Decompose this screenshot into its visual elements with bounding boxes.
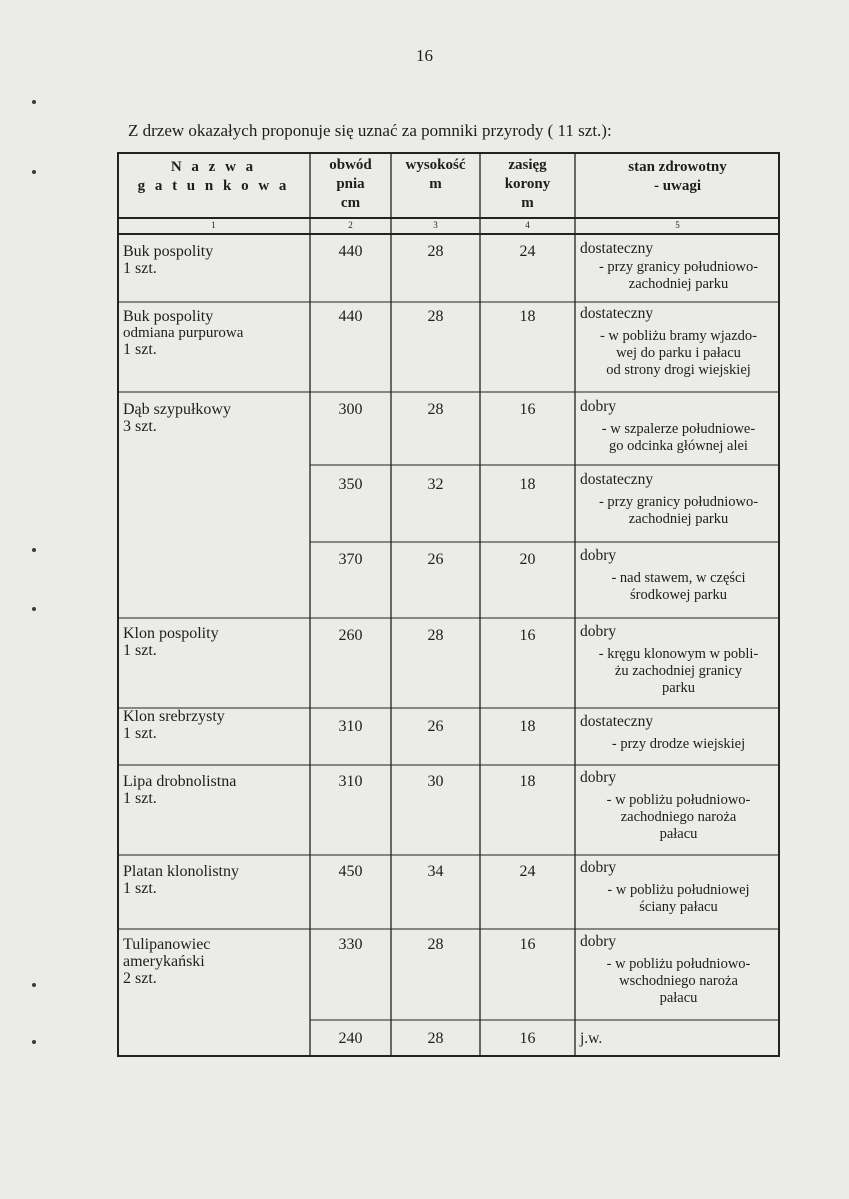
zasieg-value: 16 (519, 401, 536, 418)
header-name-line2: g a t u n k o w a (137, 177, 290, 194)
status-cell (580, 306, 777, 378)
obwod-value: 350 (338, 476, 363, 493)
punch-hole-mark (32, 983, 36, 987)
species-name: Dąb szypułkowy 3 szt. (123, 401, 231, 435)
punch-hole-mark (32, 1040, 36, 1044)
location-note: - w pobliżu bramy wjazdo- wej do parku i pałacu od strony drogi wiejskiej (599, 328, 758, 378)
wysokosc-value: 26 (427, 551, 444, 568)
species-name: Lipa drobnolistna 1 szt. (123, 773, 237, 807)
health-status: dobry (580, 933, 617, 950)
column-number: 1 (211, 220, 216, 230)
status-cell (580, 770, 777, 842)
header-obwod (310, 156, 391, 212)
wysokosc-value: 28 (427, 936, 444, 953)
zasieg-value: 24 (519, 863, 536, 880)
header-stan (575, 158, 780, 196)
header-obwod-line3: cm (340, 194, 361, 211)
header-stan-line2: - uwagi (653, 177, 702, 194)
location-note: - przy granicy południowo- zachodniej parku (598, 494, 759, 527)
status-cell (580, 714, 777, 753)
zasieg-value: 18 (519, 476, 536, 493)
wysokosc-value: 28 (427, 401, 444, 418)
health-status: dobry (580, 623, 617, 640)
zasieg-value: 16 (519, 936, 536, 953)
header-wysokosc-line1: wysokość (405, 157, 466, 173)
status-cell (580, 241, 777, 293)
header-zasieg-line3: m (521, 194, 534, 211)
obwod-value: 310 (338, 718, 363, 735)
header-obwod-line2: pnia (336, 175, 365, 192)
header-obwod-line1: obwód (329, 157, 372, 173)
status-cell (580, 934, 777, 1006)
zasieg-value: 18 (519, 718, 536, 735)
column-number: 5 (675, 220, 680, 230)
health-status: dobry (580, 859, 617, 876)
status-cell (580, 624, 777, 696)
obwod-value: 260 (338, 627, 363, 644)
species-name: Klon srebrzysty 1 szt. (123, 708, 225, 742)
species-name: Tulipanowiec amerykański 2 szt. (123, 936, 211, 987)
obwod-value: 440 (338, 243, 363, 260)
species-name: Klon pospolity 1 szt. (123, 625, 219, 659)
obwod-value: 370 (338, 551, 363, 568)
status-cell (580, 399, 777, 455)
wysokosc-value: 32 (427, 476, 444, 493)
column-number: 4 (525, 220, 530, 230)
header-name (117, 158, 310, 196)
location-note: - w szpalerze południowe- go odcinka głównej alei (601, 421, 756, 454)
zasieg-value: 24 (519, 243, 536, 260)
obwod-value: 440 (338, 308, 363, 325)
health-status: dostateczny (580, 471, 654, 488)
status-cell (580, 1031, 777, 1047)
header-wysokosc-line2: m (429, 175, 442, 192)
trees-table (117, 152, 780, 1057)
header-zasieg (480, 156, 575, 212)
header-wysokosc (391, 156, 480, 194)
wysokosc-value: 34 (427, 863, 444, 880)
obwod-value: 450 (338, 863, 363, 880)
health-status: dostateczny (580, 713, 654, 730)
health-status: dobry (580, 769, 617, 786)
obwod-value: 300 (338, 401, 363, 418)
wysokosc-value: 26 (427, 718, 444, 735)
health-status: dostateczny (580, 305, 654, 322)
species-name: Buk pospolity odmiana purpurowa 1 szt. (123, 308, 244, 358)
location-note: - przy drodze wiejskiej (611, 736, 746, 753)
status-cell (580, 548, 777, 604)
location-note: - kręgu klonowym w pobli- żu zachodniej granicy parku (598, 646, 759, 696)
location-note: - przy granicy południowo- zachodniej parku (598, 259, 759, 292)
status-cell (580, 860, 777, 916)
obwod-value: 330 (338, 936, 363, 953)
health-status: dobry (580, 398, 617, 415)
health-status: dostateczny (580, 240, 654, 257)
species-name: Platan klonolistny 1 szt. (123, 863, 239, 897)
obwod-value: 240 (338, 1030, 363, 1047)
header-zasieg-line1: zasięg (508, 157, 547, 173)
species-name: Buk pospolity 1 szt. (123, 243, 214, 277)
zasieg-value: 20 (519, 551, 536, 568)
location-note: - w pobliżu południowo- zachodniego naroża pałacu (606, 792, 751, 842)
zasieg-value: 18 (519, 308, 536, 325)
location-note: - nad stawem, w części środkowej parku (611, 570, 746, 603)
header-name-line1: N a z w a (170, 159, 257, 175)
column-number: 2 (348, 220, 353, 230)
punch-hole-mark (32, 607, 36, 611)
page-number: 16 (416, 46, 433, 65)
health-status: j.w. (580, 1030, 603, 1047)
obwod-value: 310 (338, 773, 363, 790)
wysokosc-value: 30 (427, 773, 444, 790)
wysokosc-value: 28 (427, 627, 444, 644)
intro-text: Z drzew okazałych proponuje się uznać za pomniki przyrody ( 11 szt.): (128, 121, 612, 140)
zasieg-value: 16 (519, 627, 536, 644)
health-status: dobry (580, 547, 617, 564)
wysokosc-value: 28 (427, 308, 444, 325)
zasieg-value: 18 (519, 773, 536, 790)
punch-hole-mark (32, 548, 36, 552)
column-number: 3 (433, 220, 438, 230)
punch-hole-mark (32, 170, 36, 174)
status-cell (580, 472, 777, 528)
punch-hole-mark (32, 100, 36, 104)
zasieg-value: 16 (519, 1030, 536, 1047)
header-zasieg-line2: korony (504, 175, 551, 192)
wysokosc-value: 28 (427, 243, 444, 260)
wysokosc-value: 28 (427, 1030, 444, 1047)
location-note: - w pobliżu południowej ściany pałacu (607, 882, 750, 915)
header-stan-line1: stan zdrowotny (628, 159, 727, 175)
location-note: - w pobliżu południowo- wschodniego naroża pałacu (606, 956, 751, 1006)
